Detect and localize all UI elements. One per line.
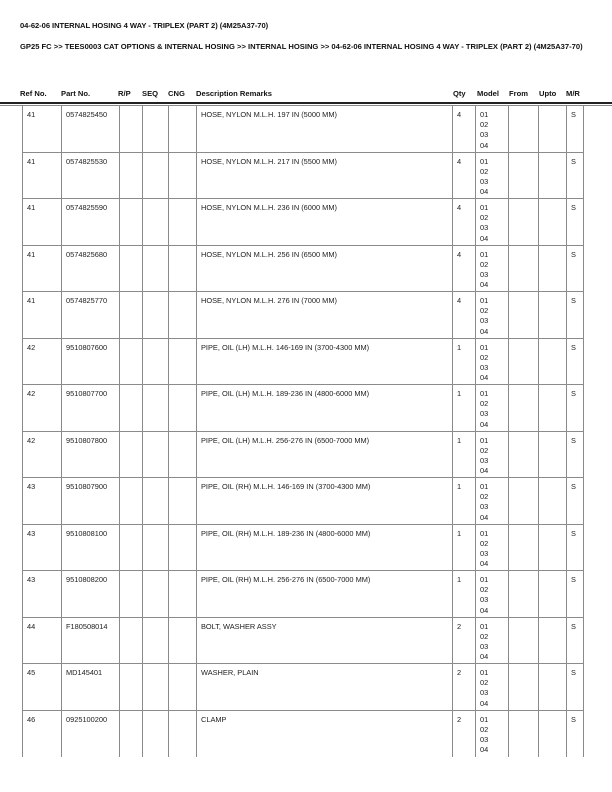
from-cell (509, 338, 539, 385)
qty-cell: 2 (453, 710, 476, 757)
model-code: 03 (480, 502, 489, 512)
model-code: 01 (480, 714, 489, 724)
part-no-cell: 9510807700 (62, 385, 120, 432)
ref-no-cell: 42 (23, 338, 62, 385)
seq-cell (143, 338, 169, 385)
qty-cell: 2 (453, 664, 476, 711)
mr-cell: S (567, 524, 584, 571)
model-code: 01 (480, 482, 489, 491)
model-cell (476, 478, 509, 525)
upto-cell (539, 338, 567, 385)
upto-cell (539, 245, 567, 292)
upto-cell (539, 385, 567, 432)
model-cell (476, 106, 509, 153)
seq-cell (143, 524, 169, 571)
from-cell (509, 710, 539, 757)
description-cell: WASHER, PLAIN (197, 664, 453, 711)
model-code: 02 (480, 585, 489, 595)
model-cell (476, 571, 509, 618)
mr-cell: S (567, 245, 584, 292)
model-code: 04 (480, 745, 489, 755)
mr-cell: S (567, 571, 584, 618)
seq-cell (143, 571, 169, 618)
upto-cell (539, 710, 567, 757)
mr-cell: S (567, 199, 584, 246)
upto-cell (539, 199, 567, 246)
upto-cell (539, 478, 567, 525)
rp-cell (120, 710, 143, 757)
description-cell: PIPE, OIL (LH) M.L.H. 256-276 IN (6500-7000 MM) (197, 431, 453, 478)
qty-cell: 4 (453, 245, 476, 292)
upto-cell (539, 106, 567, 153)
header-model: Model (477, 89, 499, 98)
from-cell (509, 292, 539, 339)
model-code: 01 (480, 528, 489, 538)
seq-cell (143, 199, 169, 246)
model-code: 02 (480, 678, 489, 688)
table-row (23, 199, 584, 246)
model-code: 04 (480, 605, 489, 615)
rp-cell (120, 199, 143, 246)
model-code: 01 (480, 342, 489, 352)
header-cng: CNG (168, 89, 185, 98)
model-code: 03 (480, 734, 489, 744)
header-ref-no: Ref No. (20, 89, 47, 98)
qty-cell: 2 (453, 617, 476, 664)
table-row (23, 338, 584, 385)
qty-cell: 4 (453, 152, 476, 199)
model-code: 04 (480, 187, 489, 197)
mr-cell: S (567, 106, 584, 153)
description-cell: HOSE, NYLON M.L.H. 236 IN (6000 MM) (197, 199, 453, 246)
cng-cell (169, 617, 197, 664)
seq-cell (143, 710, 169, 757)
table-row (23, 245, 584, 292)
model-code: 02 (480, 724, 489, 734)
qty-cell: 1 (453, 338, 476, 385)
cng-cell (169, 571, 197, 618)
model-code: 02 (480, 445, 489, 455)
model-code: 01 (480, 575, 489, 584)
part-no-cell: 9510807900 (62, 478, 120, 525)
model-cell (476, 524, 509, 571)
mr-cell: S (567, 664, 584, 711)
from-cell (509, 664, 539, 711)
ref-no-cell: 43 (23, 524, 62, 571)
cng-cell (169, 152, 197, 199)
ref-no-cell: 41 (23, 152, 62, 199)
table-row (23, 710, 584, 757)
part-no-cell: 0574825450 (62, 106, 120, 153)
model-code: 02 (480, 492, 489, 502)
rp-cell (120, 524, 143, 571)
model-code: 01 (480, 389, 489, 398)
qty-cell: 4 (453, 292, 476, 339)
table-row (23, 524, 584, 571)
upto-cell (539, 664, 567, 711)
model-code: 02 (480, 259, 489, 269)
seq-cell (143, 664, 169, 711)
part-no-cell: 0925100200 (62, 710, 120, 757)
cng-cell (169, 106, 197, 153)
seq-cell (143, 152, 169, 199)
model-cell (476, 710, 509, 757)
model-code: 02 (480, 120, 489, 130)
model-code: 04 (480, 466, 489, 476)
model-code: 04 (480, 512, 489, 522)
description-cell: HOSE, NYLON M.L.H. 276 IN (7000 MM) (197, 292, 453, 339)
description-cell: PIPE, OIL (LH) M.L.H. 189-236 IN (4800-6000 MM) (197, 385, 453, 432)
ref-no-cell: 41 (23, 106, 62, 153)
seq-cell (143, 431, 169, 478)
from-cell (509, 385, 539, 432)
cng-cell (169, 710, 197, 757)
model-code: 01 (480, 249, 489, 259)
table-row (23, 664, 584, 711)
model-code: 04 (480, 326, 489, 336)
upto-cell (539, 152, 567, 199)
part-no-cell: MD145401 (62, 664, 120, 711)
model-cell (476, 431, 509, 478)
cng-cell (169, 292, 197, 339)
part-no-cell: 0574825680 (62, 245, 120, 292)
from-cell (509, 152, 539, 199)
ref-no-cell: 43 (23, 478, 62, 525)
ref-no-cell: 41 (23, 199, 62, 246)
from-cell (509, 478, 539, 525)
header-from: From (509, 89, 528, 98)
table-row (23, 478, 584, 525)
rp-cell (120, 664, 143, 711)
model-cell (476, 245, 509, 292)
model-code: 01 (480, 435, 489, 445)
mr-cell: S (567, 385, 584, 432)
mr-cell: S (567, 431, 584, 478)
seq-cell (143, 245, 169, 292)
model-code: 02 (480, 306, 489, 316)
model-cell (476, 152, 509, 199)
description-cell: PIPE, OIL (RH) M.L.H. 256-276 IN (6500-7000 MM) (197, 571, 453, 618)
rp-cell (120, 431, 143, 478)
model-cell (476, 385, 509, 432)
rp-cell (120, 478, 143, 525)
model-code: 03 (480, 641, 489, 651)
model-code: 03 (480, 130, 489, 140)
qty-cell: 1 (453, 385, 476, 432)
qty-cell: 4 (453, 106, 476, 153)
cng-cell (169, 385, 197, 432)
ref-no-cell: 42 (23, 431, 62, 478)
qty-cell: 1 (453, 571, 476, 618)
ref-no-cell: 45 (23, 664, 62, 711)
description-cell: HOSE, NYLON M.L.H. 197 IN (5000 MM) (197, 106, 453, 153)
part-no-cell: 0574825770 (62, 292, 120, 339)
rp-cell (120, 617, 143, 664)
upto-cell (539, 292, 567, 339)
model-code: 02 (480, 631, 489, 641)
ref-no-cell: 42 (23, 385, 62, 432)
seq-cell (143, 478, 169, 525)
header-description: Description Remarks (196, 89, 272, 98)
description-cell: PIPE, OIL (RH) M.L.H. 189-236 IN (4800-6000 MM) (197, 524, 453, 571)
header-qty: Qty (453, 89, 466, 98)
description-cell: HOSE, NYLON M.L.H. 217 IN (5500 MM) (197, 152, 453, 199)
cng-cell (169, 338, 197, 385)
rp-cell (120, 245, 143, 292)
seq-cell (143, 106, 169, 153)
model-code: 03 (480, 223, 489, 233)
parts-table (22, 105, 584, 757)
rp-cell (120, 292, 143, 339)
cng-cell (169, 431, 197, 478)
model-code: 03 (480, 269, 489, 279)
model-cell (476, 199, 509, 246)
qty-cell: 1 (453, 478, 476, 525)
model-code: 02 (480, 538, 489, 548)
description-cell: PIPE, OIL (RH) M.L.H. 146-169 IN (3700-4300 MM) (197, 478, 453, 525)
rp-cell (120, 338, 143, 385)
part-no-cell: 0574825530 (62, 152, 120, 199)
from-cell (509, 571, 539, 618)
part-no-cell: F180508014 (62, 617, 120, 664)
model-code: 04 (480, 233, 489, 243)
ref-no-cell: 41 (23, 245, 62, 292)
part-no-cell: 9510807800 (62, 431, 120, 478)
from-cell (509, 106, 539, 153)
ref-no-cell: 43 (23, 571, 62, 618)
breadcrumb: GP25 FC >> TEES0003 CAT OPTIONS & INTERNAL HOSING >> INTERNAL HOSING >> 04-62-06 INTERNAL HOSING 4 WAY - TRIPLEX (PART 2) (4M25A37-70) (20, 42, 583, 51)
model-code: 03 (480, 316, 489, 326)
cng-cell (169, 245, 197, 292)
from-cell (509, 431, 539, 478)
rp-cell (120, 385, 143, 432)
table-row (23, 106, 584, 153)
model-code: 02 (480, 352, 489, 362)
table-row (23, 385, 584, 432)
rp-cell (120, 106, 143, 153)
qty-cell: 1 (453, 431, 476, 478)
rp-cell (120, 152, 143, 199)
mr-cell: S (567, 292, 584, 339)
part-no-cell: 0574825590 (62, 199, 120, 246)
part-no-cell: 9510808100 (62, 524, 120, 571)
header-upto: Upto (539, 89, 557, 98)
upto-cell (539, 571, 567, 618)
model-code: 03 (480, 455, 489, 465)
mr-cell: S (567, 710, 584, 757)
ref-no-cell: 44 (23, 617, 62, 664)
description-cell: HOSE, NYLON M.L.H. 256 IN (6500 MM) (197, 245, 453, 292)
seq-cell (143, 617, 169, 664)
ref-no-cell: 41 (23, 292, 62, 339)
model-cell (476, 664, 509, 711)
model-code: 02 (480, 213, 489, 223)
model-cell (476, 338, 509, 385)
upto-cell (539, 431, 567, 478)
ref-no-cell: 46 (23, 710, 62, 757)
header-part-no: Part No. (61, 89, 91, 98)
model-code: 01 (480, 668, 489, 677)
table-row (23, 152, 584, 199)
model-code: 01 (480, 296, 489, 305)
table-row (23, 292, 584, 339)
model-code: 04 (480, 419, 489, 429)
model-code: 03 (480, 595, 489, 605)
description-cell: CLAMP (197, 710, 453, 757)
qty-cell: 4 (453, 199, 476, 246)
page-title: 04-62-06 INTERNAL HOSING 4 WAY - TRIPLEX (PART 2) (4M25A37-70) (20, 21, 269, 30)
table-row (23, 617, 584, 664)
model-code: 03 (480, 176, 489, 186)
from-cell (509, 524, 539, 571)
model-code: 04 (480, 559, 489, 569)
header-seq: SEQ (142, 89, 159, 98)
model-code: 03 (480, 548, 489, 558)
rp-cell (120, 571, 143, 618)
description-cell: BOLT, WASHER ASSY (197, 617, 453, 664)
model-code: 01 (480, 156, 489, 166)
mr-cell: S (567, 338, 584, 385)
cng-cell (169, 478, 197, 525)
mr-cell: S (567, 478, 584, 525)
model-code: 03 (480, 688, 489, 698)
cng-cell (169, 664, 197, 711)
from-cell (509, 617, 539, 664)
table-row (23, 571, 584, 618)
model-code: 02 (480, 166, 489, 176)
model-cell (476, 292, 509, 339)
upto-cell (539, 524, 567, 571)
description-cell: PIPE, OIL (LH) M.L.H. 146-169 IN (3700-4300 MM) (197, 338, 453, 385)
cng-cell (169, 524, 197, 571)
model-code: 04 (480, 652, 489, 662)
model-code: 01 (480, 203, 489, 212)
model-code: 01 (480, 110, 489, 119)
qty-cell: 1 (453, 524, 476, 571)
mr-cell: S (567, 152, 584, 199)
model-cell (476, 617, 509, 664)
model-code: 04 (480, 140, 489, 150)
model-code: 04 (480, 698, 489, 708)
model-code: 04 (480, 373, 489, 383)
model-code: 02 (480, 399, 489, 409)
model-code: 03 (480, 362, 489, 372)
from-cell (509, 199, 539, 246)
part-no-cell: 9510807600 (62, 338, 120, 385)
table-row (23, 431, 584, 478)
model-code: 01 (480, 621, 489, 631)
part-no-cell: 9510808200 (62, 571, 120, 618)
model-code: 04 (480, 280, 489, 290)
seq-cell (143, 385, 169, 432)
upto-cell (539, 617, 567, 664)
from-cell (509, 245, 539, 292)
seq-cell (143, 292, 169, 339)
cng-cell (169, 199, 197, 246)
mr-cell: S (567, 617, 584, 664)
header-rp: R/P (118, 89, 131, 98)
model-code: 03 (480, 409, 489, 419)
header-mr: M/R (566, 89, 580, 98)
